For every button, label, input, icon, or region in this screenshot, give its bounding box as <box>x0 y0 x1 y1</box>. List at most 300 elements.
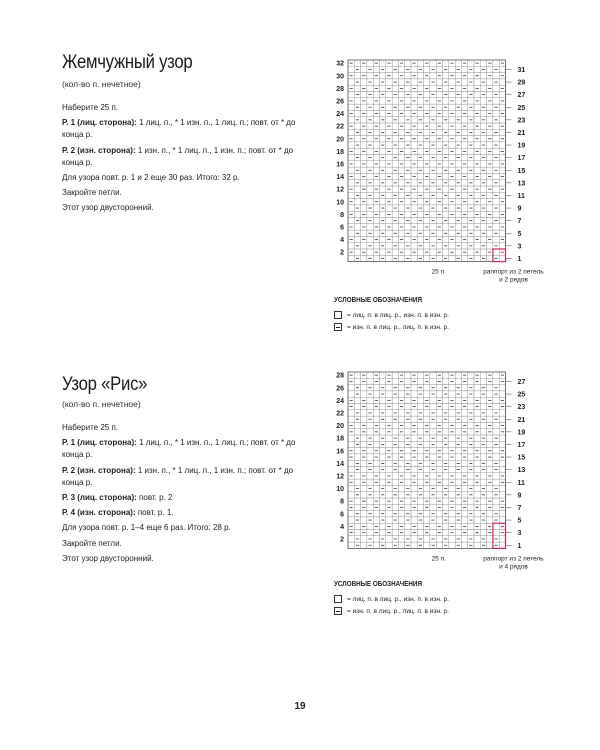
chart-cell <box>461 485 467 491</box>
row-number-right: 15 <box>517 167 526 175</box>
chart-cell <box>398 460 404 466</box>
chart-cell <box>455 473 461 479</box>
instruction-line: Для узора повт. р. 1 и 2 еще 30 раз. Итого: 32 р. <box>62 173 240 183</box>
chart-cell <box>354 429 360 435</box>
row-number-right: 31 <box>517 66 526 74</box>
chart-cell <box>449 460 455 466</box>
row-number-right: 7 <box>517 504 522 512</box>
chart-cell <box>424 410 430 416</box>
legend <box>334 581 449 617</box>
stitch-count-label: 25 п. <box>431 555 446 563</box>
repeat-label: раппорт из 2 петель <box>483 555 544 563</box>
chart-cell <box>430 422 436 428</box>
row-number-right: 29 <box>517 79 526 87</box>
chart-cell <box>487 416 493 422</box>
chart-cell <box>436 441 442 447</box>
chart-cell <box>411 410 417 416</box>
chart-cell <box>417 448 423 454</box>
chart-cell <box>468 422 474 428</box>
instruction-line: Р. 3 (лиц. сторона): повт. р. 2 <box>62 493 173 503</box>
chart-cell <box>392 530 398 536</box>
legend-item <box>334 593 449 605</box>
chart-cell <box>449 511 455 517</box>
chart-cell <box>480 454 486 460</box>
chart-cell <box>436 467 442 473</box>
row-number-right: 23 <box>517 117 526 125</box>
chart-cell <box>474 410 480 416</box>
instruction-line: Этот узор двусторонний. <box>62 203 154 213</box>
row-number-left: 6 <box>340 511 344 519</box>
chart-cell <box>373 385 379 391</box>
chart-cell <box>380 422 386 428</box>
chart-cell <box>455 454 461 460</box>
chart-cell <box>411 460 417 466</box>
chart-cell <box>449 410 455 416</box>
pattern-subtitle: (кол-во п. нечетное) <box>62 79 141 89</box>
row-number-left: 30 <box>336 73 344 81</box>
chart-cell <box>411 391 417 397</box>
chart-cell <box>449 385 455 391</box>
chart-cell <box>354 378 360 384</box>
chart-cell <box>443 504 449 510</box>
chart-cell <box>392 498 398 504</box>
empty-square-icon <box>334 595 342 603</box>
chart-cell <box>386 511 392 517</box>
chart-cell <box>474 385 480 391</box>
chart-cell <box>487 536 493 542</box>
chart-cell <box>386 485 392 491</box>
chart-cell <box>398 416 404 422</box>
chart-cell <box>361 385 367 391</box>
chart-cell <box>392 523 398 529</box>
chart-cell <box>468 378 474 384</box>
chart-cell <box>405 372 411 378</box>
row-number-right: 15 <box>517 454 526 462</box>
chart-cell <box>436 542 442 548</box>
instruction-line: Закройте петли. <box>62 538 122 548</box>
row-number-left: 14 <box>336 174 344 182</box>
chart-cell <box>499 441 505 447</box>
chart-cell <box>449 416 455 422</box>
chart-cell <box>348 460 354 466</box>
chart-cell <box>348 385 354 391</box>
row-number-left: 18 <box>336 148 344 156</box>
chart-cell <box>474 536 480 542</box>
dash-square-icon <box>334 607 342 615</box>
row-number-right: 19 <box>517 142 526 150</box>
row-number-left: 20 <box>336 423 344 431</box>
chart-cell <box>367 498 373 504</box>
chart-cell <box>348 441 354 447</box>
chart-cell <box>398 467 404 473</box>
chart-cell <box>430 504 436 510</box>
chart-cell <box>424 385 430 391</box>
chart-cell <box>398 391 404 397</box>
chart-cell <box>354 422 360 428</box>
chart-cell <box>380 454 386 460</box>
chart-cell <box>436 485 442 491</box>
chart-cell <box>411 385 417 391</box>
chart-cell <box>417 530 423 536</box>
row-number-right: 21 <box>517 129 526 137</box>
chart-cell <box>480 498 486 504</box>
chart-cell <box>398 492 404 498</box>
chart-cell <box>380 504 386 510</box>
chart-cell <box>361 467 367 473</box>
chart-cell <box>392 454 398 460</box>
chart-cell <box>468 404 474 410</box>
chart-cell <box>436 492 442 498</box>
row-number-left: 14 <box>336 460 344 468</box>
chart-cell <box>480 473 486 479</box>
chart-cell <box>455 504 461 510</box>
row-number-right: 17 <box>517 155 526 163</box>
chart-cell <box>361 441 367 447</box>
chart-cell <box>455 479 461 485</box>
chart-cell <box>386 435 392 441</box>
chart-cell <box>480 448 486 454</box>
chart-cell <box>468 530 474 536</box>
chart-cell <box>443 422 449 428</box>
repeat-label: и 2 рядов <box>499 276 528 284</box>
repeat-label: и 4 рядов <box>499 563 528 571</box>
row-number-right: 19 <box>517 429 526 437</box>
row-number-right: 21 <box>517 416 526 424</box>
chart-cell <box>449 492 455 498</box>
chart-cell <box>405 448 411 454</box>
chart-cell <box>436 511 442 517</box>
chart-cell <box>499 435 505 441</box>
row-number-right: 5 <box>517 230 522 238</box>
instruction-line: Этот узор двусторонний. <box>62 553 154 563</box>
chart-cell <box>480 479 486 485</box>
chart-cell <box>348 492 354 498</box>
chart-cell <box>430 479 436 485</box>
chart-cell <box>493 498 499 504</box>
chart-cell <box>411 542 417 548</box>
chart-cell <box>449 441 455 447</box>
chart-cell <box>405 429 411 435</box>
chart-cell <box>373 416 379 422</box>
stitch-count-label: 25 п. <box>431 268 446 276</box>
row-number-left: 28 <box>336 372 344 380</box>
chart-cell <box>499 410 505 416</box>
chart-cell <box>405 504 411 510</box>
chart-cell <box>430 404 436 410</box>
row-number-right: 17 <box>517 441 526 449</box>
chart-cell <box>348 467 354 473</box>
chart-cell <box>392 372 398 378</box>
chart-cell <box>468 448 474 454</box>
chart-cell <box>449 435 455 441</box>
chart-cell <box>417 523 423 529</box>
chart-cell <box>417 498 423 504</box>
chart-cell <box>443 378 449 384</box>
chart-cell <box>487 410 493 416</box>
row-number-left: 2 <box>340 536 344 544</box>
chart-cell <box>436 416 442 422</box>
repeat-label: раппорт из 2 петель <box>483 268 544 276</box>
chart-cell <box>367 404 373 410</box>
chart-cell <box>398 410 404 416</box>
chart-cell <box>487 511 493 517</box>
chart-cell <box>487 435 493 441</box>
chart-cell <box>474 467 480 473</box>
chart-cell <box>354 523 360 529</box>
row-number-right: 1 <box>517 255 522 263</box>
chart-cell <box>417 372 423 378</box>
chart-cell <box>367 378 373 384</box>
chart-cell <box>386 517 392 523</box>
chart-cell <box>417 422 423 428</box>
row-number-right: 27 <box>517 378 526 386</box>
chart-cell <box>354 397 360 403</box>
chart-cell <box>493 422 499 428</box>
chart-cell <box>436 385 442 391</box>
chart-cell <box>354 498 360 504</box>
chart-cell <box>386 441 392 447</box>
chart-cell <box>348 511 354 517</box>
chart-cell <box>487 385 493 391</box>
row-number-left: 6 <box>340 224 344 232</box>
chart-cell <box>405 498 411 504</box>
chart-cell <box>455 448 461 454</box>
chart-cell <box>398 517 404 523</box>
chart-cell <box>455 530 461 536</box>
chart-cell <box>367 372 373 378</box>
chart-cell <box>361 511 367 517</box>
instruction-line: Наберите 25 п. <box>62 423 119 432</box>
chart-cell <box>461 416 467 422</box>
row-number-left: 16 <box>336 161 344 169</box>
chart-cell <box>474 460 480 466</box>
pattern-title: Жемчужный узор <box>62 52 193 73</box>
chart-cell <box>461 536 467 542</box>
chart-cell <box>367 473 373 479</box>
chart-cell <box>499 511 505 517</box>
chart-cell <box>487 441 493 447</box>
row-number-left: 10 <box>336 199 344 207</box>
legend-text: = изн. п. в лиц. р., лиц. п. в изн. р. <box>347 323 449 331</box>
chart-cell <box>499 385 505 391</box>
row-number-left: 20 <box>336 136 344 144</box>
chart-cell <box>436 410 442 416</box>
chart-cell <box>480 429 486 435</box>
row-number-right: 11 <box>517 479 525 487</box>
chart-cell <box>380 372 386 378</box>
legend-text: = лиц. п. в лиц. р., изн. п. в изн. р. <box>347 595 449 603</box>
chart-cell <box>367 448 373 454</box>
row-number-right: 9 <box>517 492 522 500</box>
row-number-right: 27 <box>517 92 526 100</box>
chart-cell <box>487 391 493 397</box>
chart-cell <box>392 397 398 403</box>
chart-cell <box>461 492 467 498</box>
chart-cell <box>354 372 360 378</box>
chart-cell <box>398 536 404 542</box>
chart-cell <box>461 441 467 447</box>
chart-cell <box>461 467 467 473</box>
chart-cell <box>468 479 474 485</box>
chart-cell <box>386 467 392 473</box>
chart-cell <box>398 441 404 447</box>
chart-cell <box>461 410 467 416</box>
row-number-right: 1 <box>517 542 522 550</box>
chart-cell <box>361 542 367 548</box>
chart-cell <box>398 435 404 441</box>
chart-cell <box>380 523 386 529</box>
chart-cell <box>361 460 367 466</box>
chart-cell <box>455 429 461 435</box>
chart-cell <box>348 542 354 548</box>
chart-cell <box>487 517 493 523</box>
chart-cell <box>499 467 505 473</box>
chart-cell <box>405 422 411 428</box>
chart-cell <box>411 416 417 422</box>
chart-cell <box>449 467 455 473</box>
chart-cell <box>474 492 480 498</box>
chart-cell <box>398 542 404 548</box>
chart-cell <box>392 378 398 384</box>
chart-cell <box>386 385 392 391</box>
chart-cell <box>493 372 499 378</box>
instruction-line: Р. 4 (изн. сторона): повт. р. 1. <box>62 508 174 518</box>
chart-cell <box>424 485 430 491</box>
chart-cell <box>499 416 505 422</box>
chart-cell <box>348 517 354 523</box>
chart-cell <box>424 460 430 466</box>
chart-cell <box>411 511 417 517</box>
chart-cell <box>430 448 436 454</box>
chart-cell <box>411 536 417 542</box>
chart-cell <box>354 530 360 536</box>
chart-cell <box>493 523 499 529</box>
chart-cell <box>354 454 360 460</box>
chart-cell <box>474 435 480 441</box>
row-number-right: 13 <box>517 180 526 188</box>
chart-cell <box>493 504 499 510</box>
chart-cell <box>411 441 417 447</box>
chart-cell <box>373 435 379 441</box>
chart-cell <box>417 429 423 435</box>
chart-cell <box>361 536 367 542</box>
chart-cell <box>367 504 373 510</box>
chart-cell <box>386 416 392 422</box>
chart-cell <box>367 397 373 403</box>
chart-cell <box>392 448 398 454</box>
chart-cell <box>499 542 505 548</box>
chart-cell <box>348 536 354 542</box>
chart-cell <box>443 479 449 485</box>
row-number-right: 3 <box>517 530 522 538</box>
chart-cell <box>468 473 474 479</box>
chart-cell <box>380 404 386 410</box>
chart-cell <box>405 523 411 529</box>
chart-cell <box>386 536 392 542</box>
chart-cell <box>354 473 360 479</box>
row-number-left: 26 <box>336 98 344 106</box>
chart-cell <box>499 492 505 498</box>
chart-cell <box>348 416 354 422</box>
instruction-line: Р. 1 (лиц. сторона): 1 лиц. п., * 1 изн. п., 1 лиц. п.; повт. от * до конца р. <box>62 438 296 460</box>
chart-cell <box>417 397 423 403</box>
chart-cell <box>436 536 442 542</box>
chart-cell <box>405 454 411 460</box>
chart-cell <box>361 485 367 491</box>
chart-cell <box>354 504 360 510</box>
chart-cell <box>367 530 373 536</box>
chart-cell <box>474 511 480 517</box>
chart-cell <box>392 429 398 435</box>
chart-cell <box>493 378 499 384</box>
row-number-left: 12 <box>336 186 344 194</box>
chart-cell <box>411 492 417 498</box>
chart-cell <box>430 473 436 479</box>
chart-cell <box>386 492 392 498</box>
instruction-line: Закройте петли. <box>62 188 122 198</box>
chart-cell <box>398 511 404 517</box>
chart-cell <box>461 385 467 391</box>
chart-cell <box>405 530 411 536</box>
chart-cell <box>354 479 360 485</box>
chart-cell <box>499 485 505 491</box>
chart-cell <box>499 517 505 523</box>
page-number: 19 <box>294 701 306 712</box>
chart-cell <box>461 391 467 397</box>
chart-cell <box>361 416 367 422</box>
chart-cell <box>461 511 467 517</box>
chart-cell <box>367 454 373 460</box>
chart-cell <box>417 378 423 384</box>
chart-cell <box>474 517 480 523</box>
chart-cell <box>411 485 417 491</box>
chart-cell <box>443 523 449 529</box>
chart-cell <box>361 435 367 441</box>
chart-cell <box>443 404 449 410</box>
instruction-line: Р. 2 (изн. сторона): 1 изн. п., * 1 лиц. п., 1 изн. п.; повт. от * до конца р. <box>62 145 294 167</box>
row-number-left: 4 <box>340 523 344 531</box>
chart-cell <box>474 441 480 447</box>
chart-cell <box>430 397 436 403</box>
chart-cell <box>474 416 480 422</box>
chart-cell <box>468 397 474 403</box>
chart-cell <box>443 372 449 378</box>
row-number-left: 32 <box>336 60 344 68</box>
chart-cell <box>455 404 461 410</box>
legend-text: = лиц. п. в лиц. р., изн. п. в изн. р. <box>347 311 449 319</box>
chart-cell <box>468 504 474 510</box>
chart-cell <box>493 429 499 435</box>
chart-cell <box>493 397 499 403</box>
chart-cell <box>361 410 367 416</box>
chart-cell <box>424 391 430 397</box>
chart-cell <box>443 454 449 460</box>
chart-cell <box>424 542 430 548</box>
legend-item <box>334 605 449 617</box>
chart-cell <box>417 404 423 410</box>
chart-cell <box>455 422 461 428</box>
row-number-left: 24 <box>336 111 344 119</box>
chart-cell <box>461 542 467 548</box>
chart-cell <box>499 391 505 397</box>
row-number-right: 13 <box>517 467 526 475</box>
chart-cell <box>480 378 486 384</box>
chart-cell <box>367 429 373 435</box>
chart-cell <box>367 422 373 428</box>
chart-cell <box>348 485 354 491</box>
chart-cell <box>443 397 449 403</box>
chart-cell <box>398 385 404 391</box>
